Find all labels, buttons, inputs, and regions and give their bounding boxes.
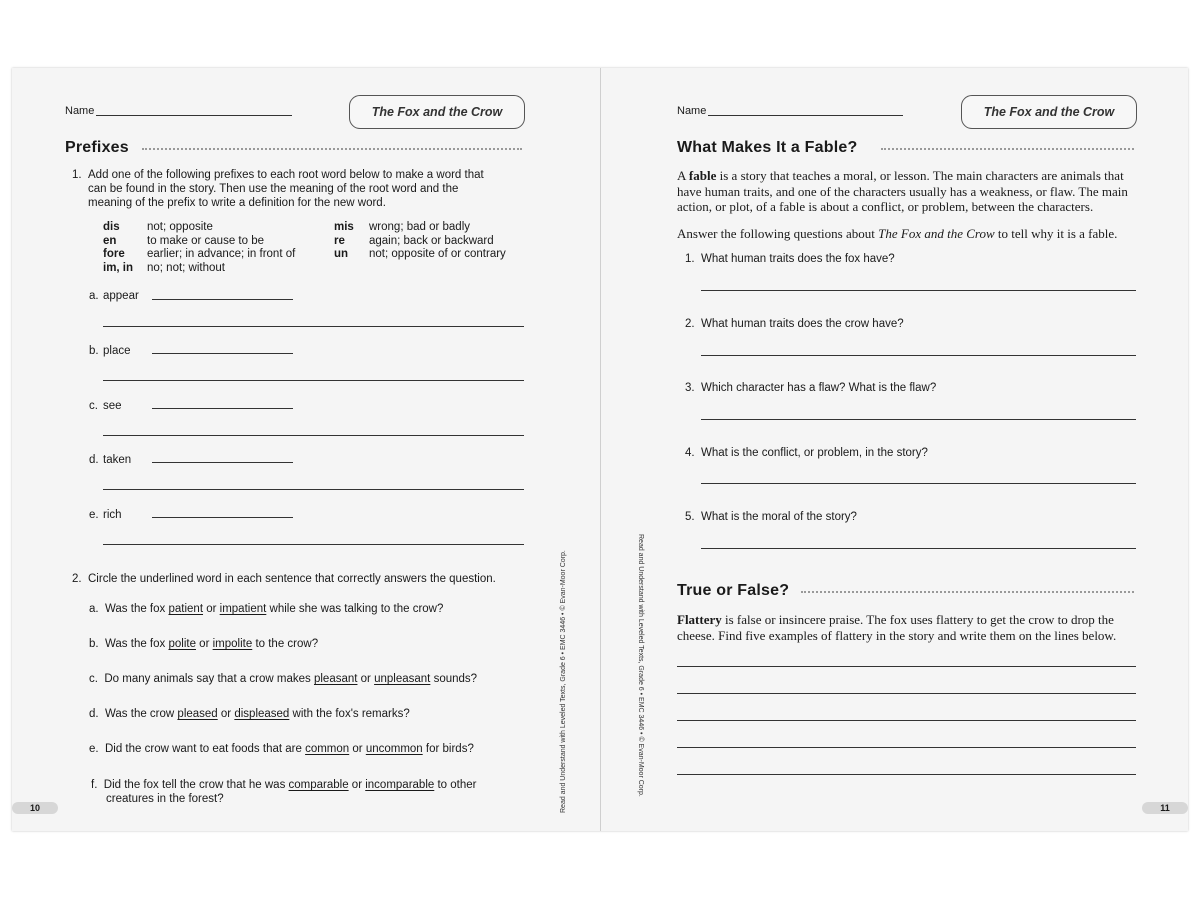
sentence-text: Did the fox tell the crow that he was [103,779,289,791]
q2-item-c [89,672,477,686]
choice-word[interactable]: pleased [177,708,218,720]
sentence-text: while she was talking to the crow? [266,603,444,615]
fable-definition [677,168,1147,215]
title-box: The Fox and the Crow [961,95,1137,129]
root-word: place [103,345,131,357]
text: action, or plot, of a fable is about a conflict, or problem, between the characters. [677,199,1094,214]
text: to tell why it is a fable. [994,226,1118,241]
sentence-text: or [217,708,235,720]
question-number: 1. [72,169,82,181]
sentence-text: or [203,603,220,615]
question-number: 4. [685,447,695,459]
answer-line-short[interactable] [152,517,293,518]
answer-line-short[interactable] [152,299,293,300]
flattery-answer-line[interactable] [677,774,1136,775]
name-label: Name [65,105,95,117]
item-letter: e. [89,509,99,521]
sentence-text: or [348,779,366,791]
answer-line-short[interactable] [152,353,293,354]
q2-item-a [89,602,443,616]
prefix: un [334,248,349,260]
answer-line-long[interactable] [103,435,524,436]
question-number: 2. [72,573,82,585]
question-text: Which character has a flaw? What is the flaw? [701,382,937,394]
text: A [677,168,689,183]
answer-line-short[interactable] [152,462,293,463]
choice-word[interactable]: pleasant [313,673,358,685]
answer-line[interactable] [701,419,1136,420]
root-word: taken [103,454,132,466]
sentence-text: with the fox's remarks? [289,708,410,720]
answer-line-long[interactable] [103,544,524,545]
prefix-meaning: again; back or backward [369,234,494,247]
question-text: What is the conflict, or problem, in the story? [701,447,928,459]
name-line[interactable] [96,114,292,116]
choice-word[interactable]: impolite [212,638,253,650]
prefix: dis [103,221,120,233]
item-letter: a. [89,290,99,302]
item-letter: d. [89,708,99,720]
sentence-text: Was the fox [104,603,169,615]
text: Answer the following questions about [677,226,879,241]
prefix: mis [334,221,354,233]
answer-line[interactable] [701,290,1136,291]
choice-word[interactable]: polite [168,638,196,650]
flattery-answer-line[interactable] [677,747,1136,748]
root-word: appear [103,290,139,302]
page-number: 10 [12,802,58,814]
choice-word[interactable]: patient [168,603,204,615]
sentence-text: or [357,673,375,685]
name-label: Name [677,105,707,117]
choice-word[interactable]: unpleasant [374,673,431,685]
side-credit: Read and Understand with Leveled Texts, Grade 6 • EMC 3446 • © Evan-Moor Corp. [637,534,644,797]
question-number: 5. [685,511,695,523]
q2-item-e [89,742,474,756]
answer-line[interactable] [701,483,1136,484]
item-letter: e. [89,743,99,755]
left-page [12,68,601,831]
flattery-answer-line[interactable] [677,666,1136,667]
answer-line-short[interactable] [152,408,293,409]
text: is a story that teaches a moral, or lesson. The main characters are animals that [716,168,1124,183]
question-number: 3. [685,382,695,394]
choice-word[interactable]: incomparable [365,779,435,791]
question-number: 1. [685,253,695,265]
sentence-text: for birds? [422,743,474,755]
prefix-meaning: not; opposite of or contrary [369,248,506,260]
question-2-text: Circle the underlined word in each sentence that correctly answers the question. [88,573,496,585]
flattery-definition [677,612,1147,643]
section-heading-true-false: True or False? [677,582,790,599]
sentence-text: sounds? [430,673,478,685]
question-text: What human traits does the crow have? [701,318,904,330]
section-heading-fable: What Makes It a Fable? [677,139,858,156]
prefix-meaning: earlier; in advance; in front of [147,248,296,260]
sentence-text: Did the crow want to eat foods that are [104,743,306,755]
root-word: rich [103,509,122,521]
sentence-text: Was the fox [104,638,169,650]
side-credit: Read and Understand with Leveled Texts, Grade 6 • EMC 3446 • © Evan-Moor Corp. [560,550,567,813]
choice-word[interactable]: common [305,743,350,755]
title-box: The Fox and the Crow [349,95,525,129]
sentence-text-line2: creatures in the forest? [106,793,224,805]
choice-word[interactable]: uncommon [365,743,423,755]
item-letter: a. [89,603,99,615]
text: have human traits, and one of the characters usually has a weakness, or flaw. The main [677,183,1128,199]
sentence-text: to other [434,779,477,791]
right-page [601,68,1188,831]
prefix-meaning: no; not; without [147,261,225,274]
sentence-text: or [195,638,213,650]
item-letter: c. [89,400,98,412]
root-word: see [103,400,122,412]
q2-item-b [89,637,318,651]
sentence-text: or [349,743,366,755]
question-text: What human traits does the fox have? [701,253,895,265]
text: is false or insincere praise. The fox uses flattery to get the crow to drop the [721,612,1114,627]
prefix: fore [103,248,125,260]
choice-word[interactable]: comparable [288,779,349,791]
prefix-meaning: not; opposite [147,221,213,233]
prefix-table-right [334,221,506,262]
book-spread [12,68,1188,831]
prefix: en [103,234,117,247]
heading-dots [881,148,1134,150]
answer-line[interactable] [701,548,1136,549]
prefix-table-left [103,221,295,275]
item-letter: f. [91,779,98,791]
item-letter: b. [89,345,99,357]
term-bold: Flattery [677,612,722,627]
question-1-line: meaning of the prefix to write a definition for the new word. [88,197,386,209]
section-heading-prefixes: Prefixes [65,139,129,156]
answer-line-long[interactable] [103,326,524,327]
prefix-meaning: wrong; bad or badly [369,221,471,233]
name-line[interactable] [708,114,903,116]
answer-line-long[interactable] [103,489,524,490]
fable-instruction [677,226,1117,242]
page-number: 11 [1142,802,1188,814]
text: cheese. Find five examples of flattery in the story and write them on the lines below. [677,627,1117,643]
term-bold: fable [688,168,717,183]
item-letter: d. [89,454,99,466]
question-text: What is the moral of the story? [701,511,857,523]
flattery-answer-line[interactable] [677,720,1136,721]
q2-item-d [89,707,410,721]
sentence-text: Was the crow [104,708,178,720]
choice-word[interactable]: impatient [219,603,267,615]
prefix: re [334,234,345,247]
flattery-answer-line[interactable] [677,693,1136,694]
question-1-line: can be found in the story. Then use the meaning of the root word and the [88,183,459,195]
prefix-meaning: to make or cause to be [147,234,264,247]
prefix: im, in [103,261,134,274]
sentence-text: to the crow? [252,638,319,650]
question-1-line: Add one of the following prefixes to each root word below to make a word that [88,169,484,181]
sentence-text: Do many animals say that a crow makes [104,673,314,685]
heading-dots [142,148,522,150]
answer-line[interactable] [701,355,1136,356]
item-letter: b. [89,638,99,650]
question-number: 2. [685,318,695,330]
heading-dots [801,591,1134,593]
book-title: The Fox and the Crow [878,226,995,241]
choice-word[interactable]: displeased [234,708,290,720]
answer-line-long[interactable] [103,380,524,381]
q2-item-f [91,778,476,806]
item-letter: c. [89,673,98,685]
question-1-text [88,168,528,210]
